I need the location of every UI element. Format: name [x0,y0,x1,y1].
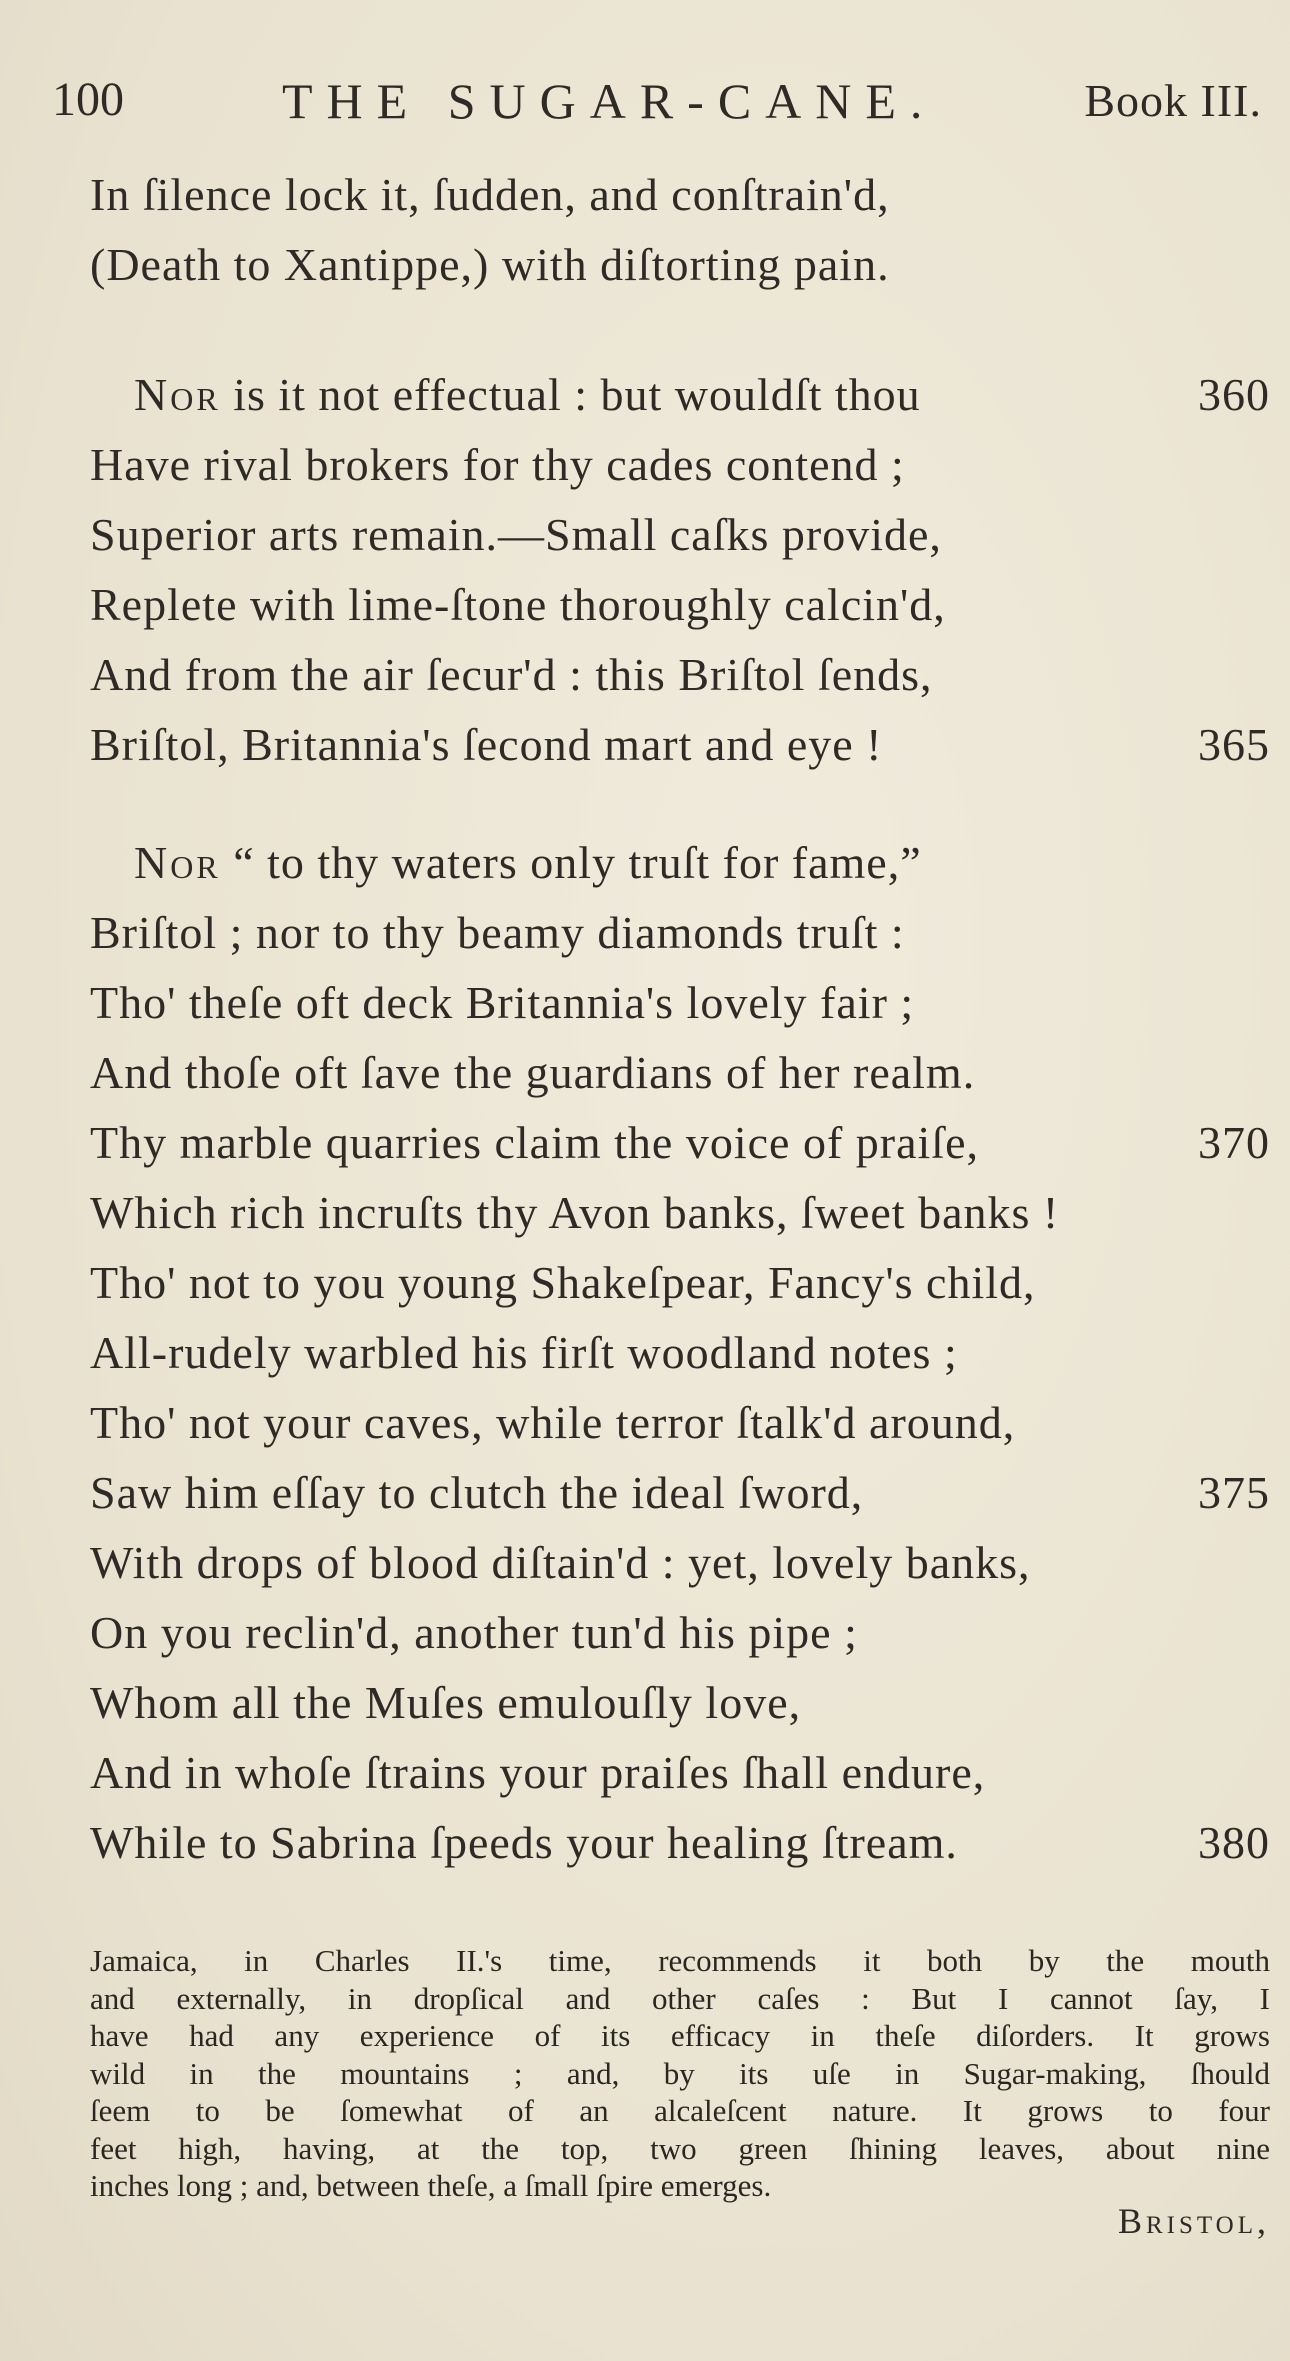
line-number: 365 [1198,719,1270,770]
footnote-line: feet high, having, at the top, two green ſhining leaves, about nine [90,2130,1270,2166]
line-number: 380 [1198,1817,1270,1868]
verse-line [90,1248,1270,1318]
verse-line [90,1738,1270,1808]
verse-line [90,1598,1270,1668]
verse-text: Briſtol, Britannia's ſecond mart and eye ! [90,719,883,770]
page-number: 100 [52,73,124,126]
verse-line [90,1668,1270,1738]
running-header [52,72,1262,152]
verse-line [90,570,1270,640]
footnote-line: have had any experience of its efficacy in theſe diſorders. It grows [90,2018,1270,2053]
verse-line [90,1458,1270,1528]
verse-text: is it not effectual : but wouldſt thou [220,369,921,420]
verse-stanza-1 [90,160,1270,300]
verse-text: Tho' not to you young Shakeſpear, Fancy's child, [90,1257,1036,1308]
verse-line [90,640,1270,710]
verse-text: Have rival brokers for thy cades contend ; [90,439,905,490]
verse-text: Saw him eſſay to clutch the ideal ſword, [90,1467,864,1518]
book-label: Book III. [1084,75,1262,126]
verse-text: Whom all the Muſes emulouſly love, [90,1677,802,1728]
catchword: Bristol, [1117,2201,1270,2241]
verse-text: With drops of blood diſtain'd : yet, lovely banks, [90,1537,1031,1588]
verse-line [90,1108,1270,1178]
verse-text: (Death to Xantippe,) with diſtorting pain. [90,239,890,290]
stanza-lead-word: Nor [134,837,221,888]
verse-line [90,1038,1270,1108]
verse-text: And thoſe oft ſave the guardians of her realm. [90,1047,976,1098]
verse-text: And from the air ſecur'd : this Briſtol ſends, [90,649,933,700]
verse-stanza-3 [90,828,1270,1878]
verse-text: Tho' theſe oft deck Britannia's lovely fair ; [90,977,915,1028]
footnote-line: inches long ; and, between theſe, a ſmall ſpire emerges. [90,2168,772,2203]
verse-text: Thy marble quarries claim the voice of praiſe, [90,1117,979,1168]
footnote-line: Jamaica, in Charles II.'s time, recommends it both by the mouth [90,1943,1270,1978]
verse-line [90,828,1270,898]
line-number: 370 [1198,1117,1270,1168]
verse-text: And in whoſe ſtrains your praiſes ſhall endure, [90,1747,986,1798]
verse-line [90,710,1270,780]
footnote-line: and externally, in dropſical and other caſes : But I cannot ſay, I [90,1980,1270,2016]
verse-line [90,968,1270,1038]
verse-line [90,430,1270,500]
verse-line [90,1178,1270,1248]
footnote [90,1942,1270,2205]
verse-line [90,1528,1270,1598]
running-title: THE SUGAR-CANE. [282,73,937,129]
verse-text: Superior arts remain.—Small caſks provide, [90,509,942,560]
verse-line [90,898,1270,968]
stanza-lead-word: Nor [134,369,221,420]
verse-line [90,1388,1270,1458]
verse-text: Tho' not your caves, while terror ſtalk'd around, [90,1397,1016,1448]
verse-text: Replete with lime-ſtone thoroughly calcin'd, [90,579,946,630]
verse-text: On you reclin'd, another tun'd his pipe ; [90,1607,858,1658]
verse-line [90,500,1270,570]
verse-line [90,230,1270,300]
verse-text: All-rudely warbled his firſt woodland notes ; [90,1327,958,1378]
verse-text: While to Sabrina ſpeeds your healing ſtream. [90,1817,958,1868]
verse-text: Briſtol ; nor to thy beamy diamonds truſt : [90,907,905,958]
footnote-line: ſeem to be ſomewhat of an alcaleſcent nature. It grows to four [90,2093,1270,2128]
verse-line [90,1808,1270,1878]
verse-line [90,160,1270,230]
verse-stanza-2 [90,360,1270,780]
verse-text: In ſilence lock it, ſudden, and conſtrain'd, [90,169,890,220]
footnote-line: wild in the mountains ; and, by its uſe in Sugar-making, ſhould [90,2055,1270,2091]
line-number: 360 [1198,369,1270,420]
line-number: 375 [1198,1467,1270,1518]
verse-text: Which rich incruſts thy Avon banks, ſweet banks ! [90,1187,1060,1238]
verse-line [90,1318,1270,1388]
verse-text: “ to thy waters only truſt for fame,” [220,837,922,888]
verse-line [90,360,1270,430]
